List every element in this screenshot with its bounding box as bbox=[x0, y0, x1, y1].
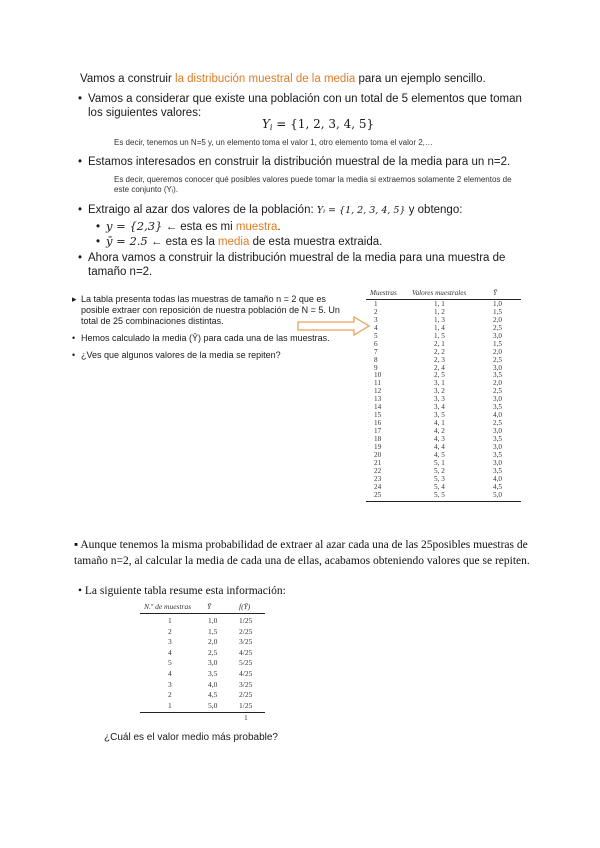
sample-values: 4, 3 bbox=[434, 434, 445, 443]
sample-values: 3, 3 bbox=[434, 395, 445, 404]
intro-text: Vamos a construir bbox=[80, 73, 176, 85]
sample-number: 8 bbox=[374, 355, 378, 364]
table-row bbox=[140, 669, 265, 680]
sample-mean: 2,5 bbox=[493, 419, 502, 428]
sample-number: 16 bbox=[374, 419, 382, 428]
formula-lhs: Y bbox=[262, 117, 270, 131]
frequency-table bbox=[140, 602, 265, 727]
bullet-dot: • bbox=[78, 252, 83, 264]
count-cell: 3 bbox=[168, 637, 172, 647]
mean-end: de esta muestra extraida. bbox=[249, 236, 383, 248]
bottom-paragraph-2-text: La siguiente tabla resume esta información: bbox=[84, 585, 286, 597]
bullet-dot: • bbox=[78, 93, 83, 105]
sample-mean: 5,0 bbox=[493, 490, 502, 499]
count-cell: 3 bbox=[168, 679, 172, 689]
table-row bbox=[140, 658, 265, 669]
freq-cell: 3/25 bbox=[239, 679, 253, 689]
sample-number: 18 bbox=[374, 434, 382, 443]
sample-mean: 2,5 bbox=[493, 323, 502, 332]
sample-values: 1, 5 bbox=[434, 331, 445, 340]
bullet-3-end: y obtengo: bbox=[405, 204, 463, 216]
header-ybar: Ȳ bbox=[493, 289, 497, 297]
sample-mean: 2,5 bbox=[493, 387, 502, 396]
side-bullet-3 bbox=[72, 350, 362, 361]
table-row bbox=[140, 616, 265, 627]
formula-sub: i bbox=[269, 123, 273, 132]
freq-cell: 4/25 bbox=[239, 669, 253, 678]
sample-mean: 3,0 bbox=[493, 331, 502, 340]
table-row bbox=[140, 701, 265, 712]
sample-mean: 3,5 bbox=[493, 466, 502, 475]
bullet-4-text: Ahora vamos a construir la distribución muestral de la media para una muestra de tamaño n=2. bbox=[88, 252, 506, 278]
bullet-dot: ▸ bbox=[72, 294, 77, 304]
mean-cell: 4,5 bbox=[208, 690, 218, 700]
sample-values: 1, 1 bbox=[434, 300, 445, 308]
sample-mean: 2,0 bbox=[493, 347, 502, 356]
sample-values: 4, 4 bbox=[434, 442, 445, 451]
sample-number: 12 bbox=[374, 387, 382, 396]
count-cell: 5 bbox=[168, 658, 172, 668]
bullet-dot: • bbox=[72, 333, 76, 343]
mean-cell: 5,0 bbox=[208, 700, 218, 710]
sample-number: 14 bbox=[374, 403, 382, 412]
samples-table-bottom-rule bbox=[366, 501, 521, 502]
samples-table-body bbox=[366, 301, 521, 499]
table-row bbox=[140, 648, 265, 659]
mean-text: ← esta es la bbox=[147, 236, 219, 248]
sample-values: 3, 4 bbox=[434, 403, 445, 412]
table-row bbox=[140, 637, 265, 648]
count-cell: 4 bbox=[168, 647, 172, 657]
sample-mean: 4,5 bbox=[493, 482, 502, 491]
sample-values: 1, 2 bbox=[434, 307, 445, 316]
count-cell: 2 bbox=[168, 626, 172, 636]
samples-table-header bbox=[366, 289, 521, 300]
count-cell: 1 bbox=[168, 616, 172, 625]
sample-mean: 1,5 bbox=[493, 307, 502, 316]
bullet-1 bbox=[78, 92, 538, 120]
table-row bbox=[140, 690, 265, 701]
sample-number: 4 bbox=[374, 323, 378, 332]
header-muestras: Muestras bbox=[370, 289, 397, 297]
mean-cell: 4,0 bbox=[208, 679, 218, 689]
sample-values: 1, 3 bbox=[434, 315, 445, 324]
sample-number: 20 bbox=[374, 450, 382, 459]
sample-mean: 2,5 bbox=[493, 355, 502, 364]
sample-number: 3 bbox=[374, 315, 378, 324]
sample-values: 5, 2 bbox=[434, 466, 445, 475]
sample-mean: 3,5 bbox=[493, 371, 502, 380]
sample-values: 2, 2 bbox=[434, 347, 445, 356]
side-text-1: La tabla presenta todas las muestras de tamaño n = 2 que es posible extraer con reposición de nuestra población de N = 5. Un total de 25 combinaciones distintas. bbox=[81, 294, 340, 326]
sample-number: 1 bbox=[374, 300, 378, 308]
sample-number: 5 bbox=[374, 331, 378, 340]
bullet-dot: • bbox=[72, 350, 76, 360]
sample-mean: 3,5 bbox=[493, 434, 502, 443]
bullet-3a bbox=[96, 219, 536, 234]
bullet-dot: • bbox=[78, 156, 83, 168]
mean-cell: 3,0 bbox=[208, 658, 218, 668]
header-valores: Valores muestrales bbox=[412, 289, 467, 297]
sample-values: 1, 4 bbox=[434, 323, 445, 332]
sample-number: 9 bbox=[374, 363, 378, 372]
count-cell: 2 bbox=[168, 690, 172, 700]
sample-number: 19 bbox=[374, 442, 382, 451]
header-f-ybar: f(Ȳ) bbox=[239, 602, 251, 611]
frequency-total: 1 bbox=[244, 713, 248, 722]
freq-cell: 1/25 bbox=[239, 616, 253, 625]
orange-arrow-icon bbox=[296, 316, 372, 336]
intro-highlight: la distribución muestral de la media bbox=[175, 73, 356, 85]
bullet-3-text: Extraigo al azar dos valores de la población: bbox=[88, 204, 317, 216]
intro-text-end: para un ejemplo sencillo. bbox=[355, 73, 486, 85]
sample-number: 21 bbox=[374, 458, 382, 467]
sample-values: 2, 3 bbox=[434, 355, 445, 364]
freq-cell: 4/25 bbox=[239, 647, 253, 657]
bottom-paragraph-2 bbox=[78, 583, 538, 599]
bullet-3 bbox=[78, 203, 558, 218]
samples-table bbox=[366, 289, 521, 529]
sample-mean: 2,0 bbox=[493, 379, 502, 388]
table-row bbox=[140, 680, 265, 691]
bullet-3b bbox=[96, 234, 536, 249]
bottom-paragraph-text: Aunque tenemos la misma probabilidad de extraer al azar cada una de las 25posibles muestras de tamaño n=2, al calcular la media de cada una de ellas, acabamos obteniendo valores que se repiten. bbox=[74, 539, 530, 567]
bullet-3-formula: Yᵢ = {1, 2, 3, 4, 5} bbox=[316, 205, 406, 216]
sample-values: 4, 2 bbox=[434, 427, 445, 435]
sample-values: 4, 5 bbox=[434, 450, 445, 459]
sample-values: 5, 3 bbox=[434, 474, 445, 483]
mean-highlight: media bbox=[218, 236, 250, 248]
sample-values: 2, 1 bbox=[434, 339, 445, 348]
sample-values: 4, 1 bbox=[434, 419, 445, 428]
sample-number: 2 bbox=[374, 307, 378, 316]
note-1: Es decir, tenemos un N=5 y, un elemento toma el valor 1, otro elemento toma el valor 2,… bbox=[114, 138, 433, 147]
side-text-2: Hemos calculado la media (Ȳ) para cada una de las muestras. bbox=[81, 333, 330, 343]
side-text-3: ¿Ves que algunos valores de la media se repiten? bbox=[81, 350, 281, 360]
sample-formula: y = {2,3} bbox=[106, 219, 163, 233]
sample-mean: 3,5 bbox=[493, 403, 502, 412]
sample-mean: 1,0 bbox=[493, 300, 502, 308]
bullet-dot: ▪ bbox=[74, 539, 81, 551]
header-num-muestras: N.º de muestras bbox=[144, 602, 192, 611]
bullet-2-text: Estamos interesados en construir la distribución muestral de la media para un n=2. bbox=[88, 156, 511, 168]
note-2: Es decir, queremos conocer qué posibles valores puede tomar la media si extraemos solamente 2 elementos de este conjunto (Yᵢ). bbox=[114, 175, 512, 194]
header-ybar: Ȳ bbox=[207, 602, 212, 611]
sample-number: 13 bbox=[374, 395, 382, 404]
formula-rhs: = {1, 2, 3, 4, 5} bbox=[272, 117, 375, 131]
mean-cell: 2,5 bbox=[208, 647, 218, 657]
sample-values: 5, 4 bbox=[434, 482, 445, 491]
formula-population bbox=[262, 117, 374, 132]
freq-cell: 2/25 bbox=[239, 690, 253, 700]
sample-mean: 3,0 bbox=[493, 458, 502, 467]
sample-mean: 3,5 bbox=[493, 450, 502, 459]
sample-values: 5, 1 bbox=[434, 458, 445, 467]
sample-number: 24 bbox=[374, 482, 382, 491]
bottom-paragraph bbox=[74, 537, 544, 569]
sample-end: . bbox=[277, 221, 281, 233]
freq-cell: 5/25 bbox=[239, 658, 253, 668]
sample-number: 17 bbox=[374, 427, 382, 435]
intro-line bbox=[80, 72, 560, 86]
mean-cell: 1,0 bbox=[208, 616, 218, 625]
sample-number: 15 bbox=[374, 411, 382, 420]
freq-cell: 2/25 bbox=[239, 626, 253, 636]
count-cell: 1 bbox=[168, 700, 172, 710]
frequency-table-header bbox=[140, 602, 265, 614]
sample-mean: 4,0 bbox=[493, 474, 502, 483]
sample-text: ← esta es mi bbox=[162, 221, 236, 233]
closing-question: ¿Cuál es el valor medio más probable? bbox=[104, 732, 278, 743]
sample-number: 25 bbox=[374, 490, 382, 499]
mean-cell: 2,0 bbox=[208, 637, 218, 647]
bullet-dot: • bbox=[96, 221, 101, 233]
sample-number: 11 bbox=[374, 379, 381, 388]
sample-mean: 1,5 bbox=[493, 339, 502, 348]
bullet-dot: • bbox=[78, 204, 83, 216]
sample-values: 3, 2 bbox=[434, 387, 445, 396]
count-cell: 4 bbox=[168, 669, 172, 678]
sample-mean: 3,0 bbox=[493, 427, 502, 435]
freq-cell: 1/25 bbox=[239, 700, 253, 710]
sample-values: 2, 5 bbox=[434, 371, 445, 380]
sample-mean: 3,0 bbox=[493, 442, 502, 451]
sample-number: 22 bbox=[374, 466, 382, 475]
mean-cell: 1,5 bbox=[208, 626, 218, 636]
sample-highlight: muestra bbox=[235, 221, 278, 233]
sample-values: 2, 4 bbox=[434, 363, 445, 372]
freq-cell: 3/25 bbox=[239, 637, 253, 647]
bullet-dot: • bbox=[78, 585, 85, 597]
sample-number: 23 bbox=[374, 474, 382, 483]
sample-mean: 3,0 bbox=[493, 363, 502, 372]
mean-formula: ȳ = 2.5 bbox=[106, 234, 148, 248]
table-row bbox=[366, 492, 521, 500]
bullet-2 bbox=[78, 155, 548, 169]
sample-number: 10 bbox=[374, 371, 382, 380]
sample-values: 3, 1 bbox=[434, 379, 445, 388]
sample-values: 3, 5 bbox=[434, 411, 445, 420]
sample-values: 5, 5 bbox=[434, 490, 445, 499]
bullet-dot: • bbox=[96, 236, 101, 248]
sample-number: 6 bbox=[374, 339, 378, 348]
sample-mean: 3,0 bbox=[493, 395, 502, 404]
sample-number: 7 bbox=[374, 347, 378, 356]
bullet-4 bbox=[78, 251, 548, 279]
table-row bbox=[140, 627, 265, 638]
sample-mean: 2,0 bbox=[493, 315, 502, 324]
sample-mean: 4,0 bbox=[493, 411, 502, 420]
bullet-1-text: Vamos a considerar que existe una población con un total de 5 elementos que toman los siguientes valores: bbox=[88, 93, 522, 119]
mean-cell: 3,5 bbox=[208, 669, 218, 678]
